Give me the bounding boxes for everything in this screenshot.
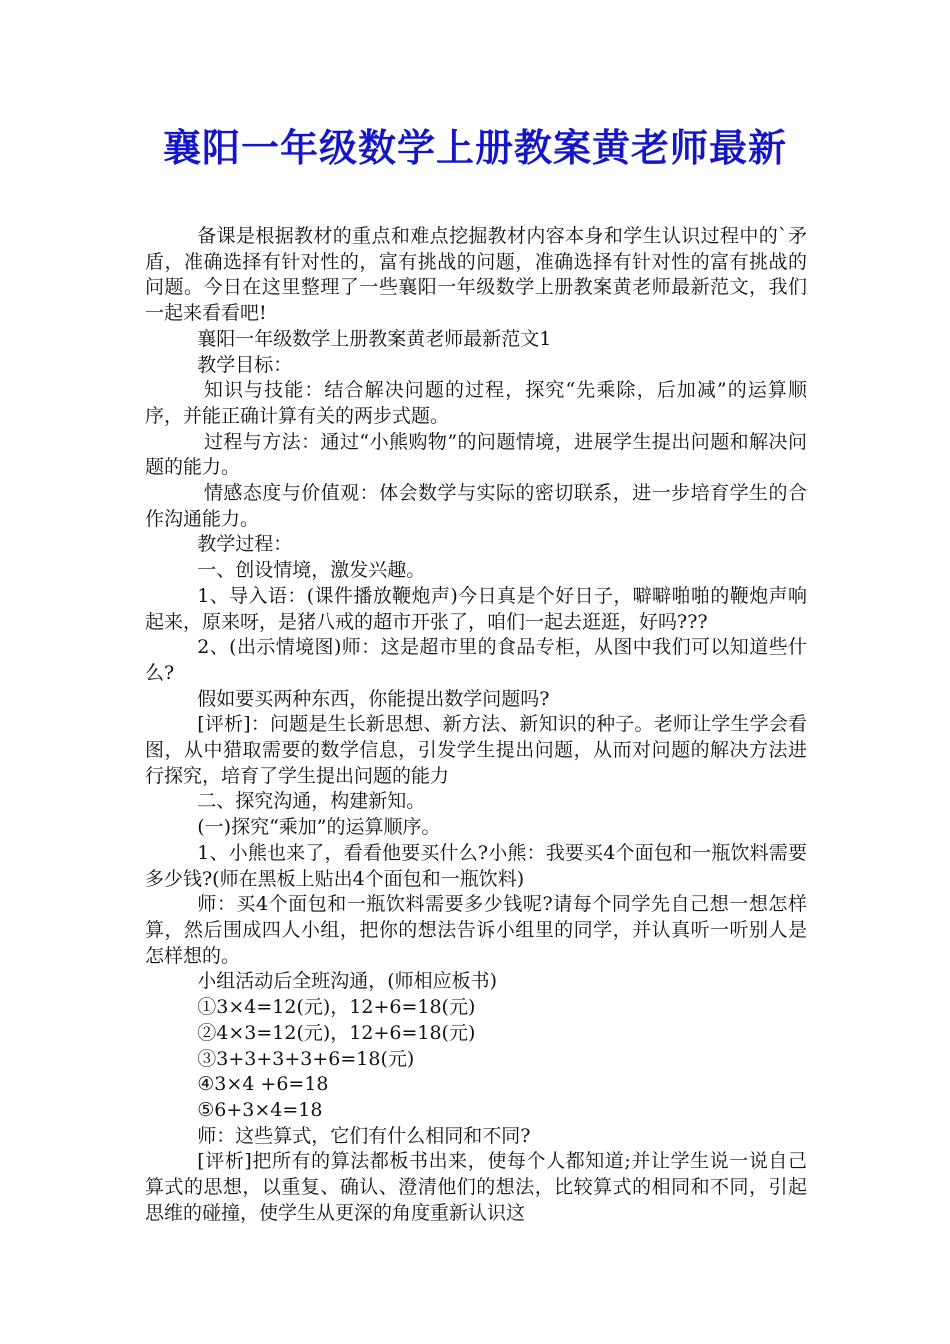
paragraph: 知识与技能：结合解决问题的过程，探究“先乘除，后加减”的运算顺序，并能正确计算有关的两步式题。: [145, 379, 807, 427]
document-title: 襄阳一年级数学上册教案黄老师最新: [162, 125, 787, 170]
equation-line: ②4×3=12(元)，12+6=18(元): [197, 1021, 476, 1044]
paragraph: 情感态度与价值观：体会数学与实际的密切联系，进一步培育学生的合作沟通能力。: [145, 482, 807, 530]
paragraph: 教学过程：: [197, 533, 293, 556]
paragraph: 小组活动后全班沟通，(师相应板书): [197, 970, 498, 993]
paragraph: 2、(出示情境图)师：这是超市里的食品专柜，从图中我们可以知道些什么?: [145, 636, 807, 684]
section-heading: 襄阳一年级数学上册教案黄老师最新范文1: [197, 327, 552, 350]
intro-paragraph: 备课是根据教材的重点和难点挖掘教材内容本身和学生认识过程中的`矛盾，准确选择有针对性的，富有挑战的问题，准确选择有针对性的富有挑战的问题。今日在这里整理了一些襄阳一年级数学上册教案黄老师最新范文，我们一起来看看吧!: [145, 225, 807, 325]
paragraph: [评析]把所有的算法都板书出来，使每个人都知道;并让学生说一说自己算式的思想，以重复、确认、澄清他们的想法，比较算式的相同和不同，引起思维的碰撞，使学生从更深的角度重新认识这: [145, 1150, 807, 1224]
paragraph: 教学目标：: [197, 353, 293, 376]
paragraph: 师：买4个面包和一瓶饮料需要多少钱呢?请每个同学先自己想一想怎样算，然后围成四人小组，把你的想法告诉小组里的同学，并认真听一听别人是怎样想的。: [145, 893, 807, 967]
paragraph: 过程与方法：通过“小熊购物”的问题情境，进展学生提出问题和解决问题的能力。: [145, 430, 807, 479]
equation-line: ①3×4=12(元)，12+6=18(元): [197, 996, 476, 1019]
paragraph: 假如要买两种东西，你能提出数学问题吗?: [197, 687, 550, 710]
equation-line: ④3×4 +6=18: [197, 1073, 329, 1096]
paragraph: 一、创设情境，激发兴趣。: [197, 559, 426, 582]
paragraph: 1、小熊也来了，看看他要买什么?小熊：我要买4个面包和一瓶饮料需要多少钱?(师在黑板上贴出4个面包和一瓶饮料): [145, 841, 807, 890]
equation-line: ③3+3+3+3+6=18(元): [197, 1047, 415, 1070]
paragraph: (一)探究“乘加”的运算顺序。: [197, 816, 441, 839]
document-body: [145, 224, 807, 1226]
paragraph: 师：这些算式，它们有什么相同和不同?: [197, 1124, 531, 1147]
paragraph: 二、探究沟通，构建新知。: [197, 790, 426, 813]
equation-line: ⑤6+3×4=18: [197, 1098, 323, 1121]
paragraph: [评析]：问题是生长新思想、新方法、新知识的种子。老师让学生学会看图，从中猎取需要的数学信息，引发学生提出问题，从而对问题的解决方法进行探究，培育了学生提出问题的能力: [145, 713, 807, 787]
paragraph: 1、导入语：(课件播放鞭炮声)今日真是个好日子，噼噼啪啪的鞭炮声响起来，原来呀，是猪八戒的超市开张了，咱们一起去逛逛，好吗???: [145, 584, 807, 633]
